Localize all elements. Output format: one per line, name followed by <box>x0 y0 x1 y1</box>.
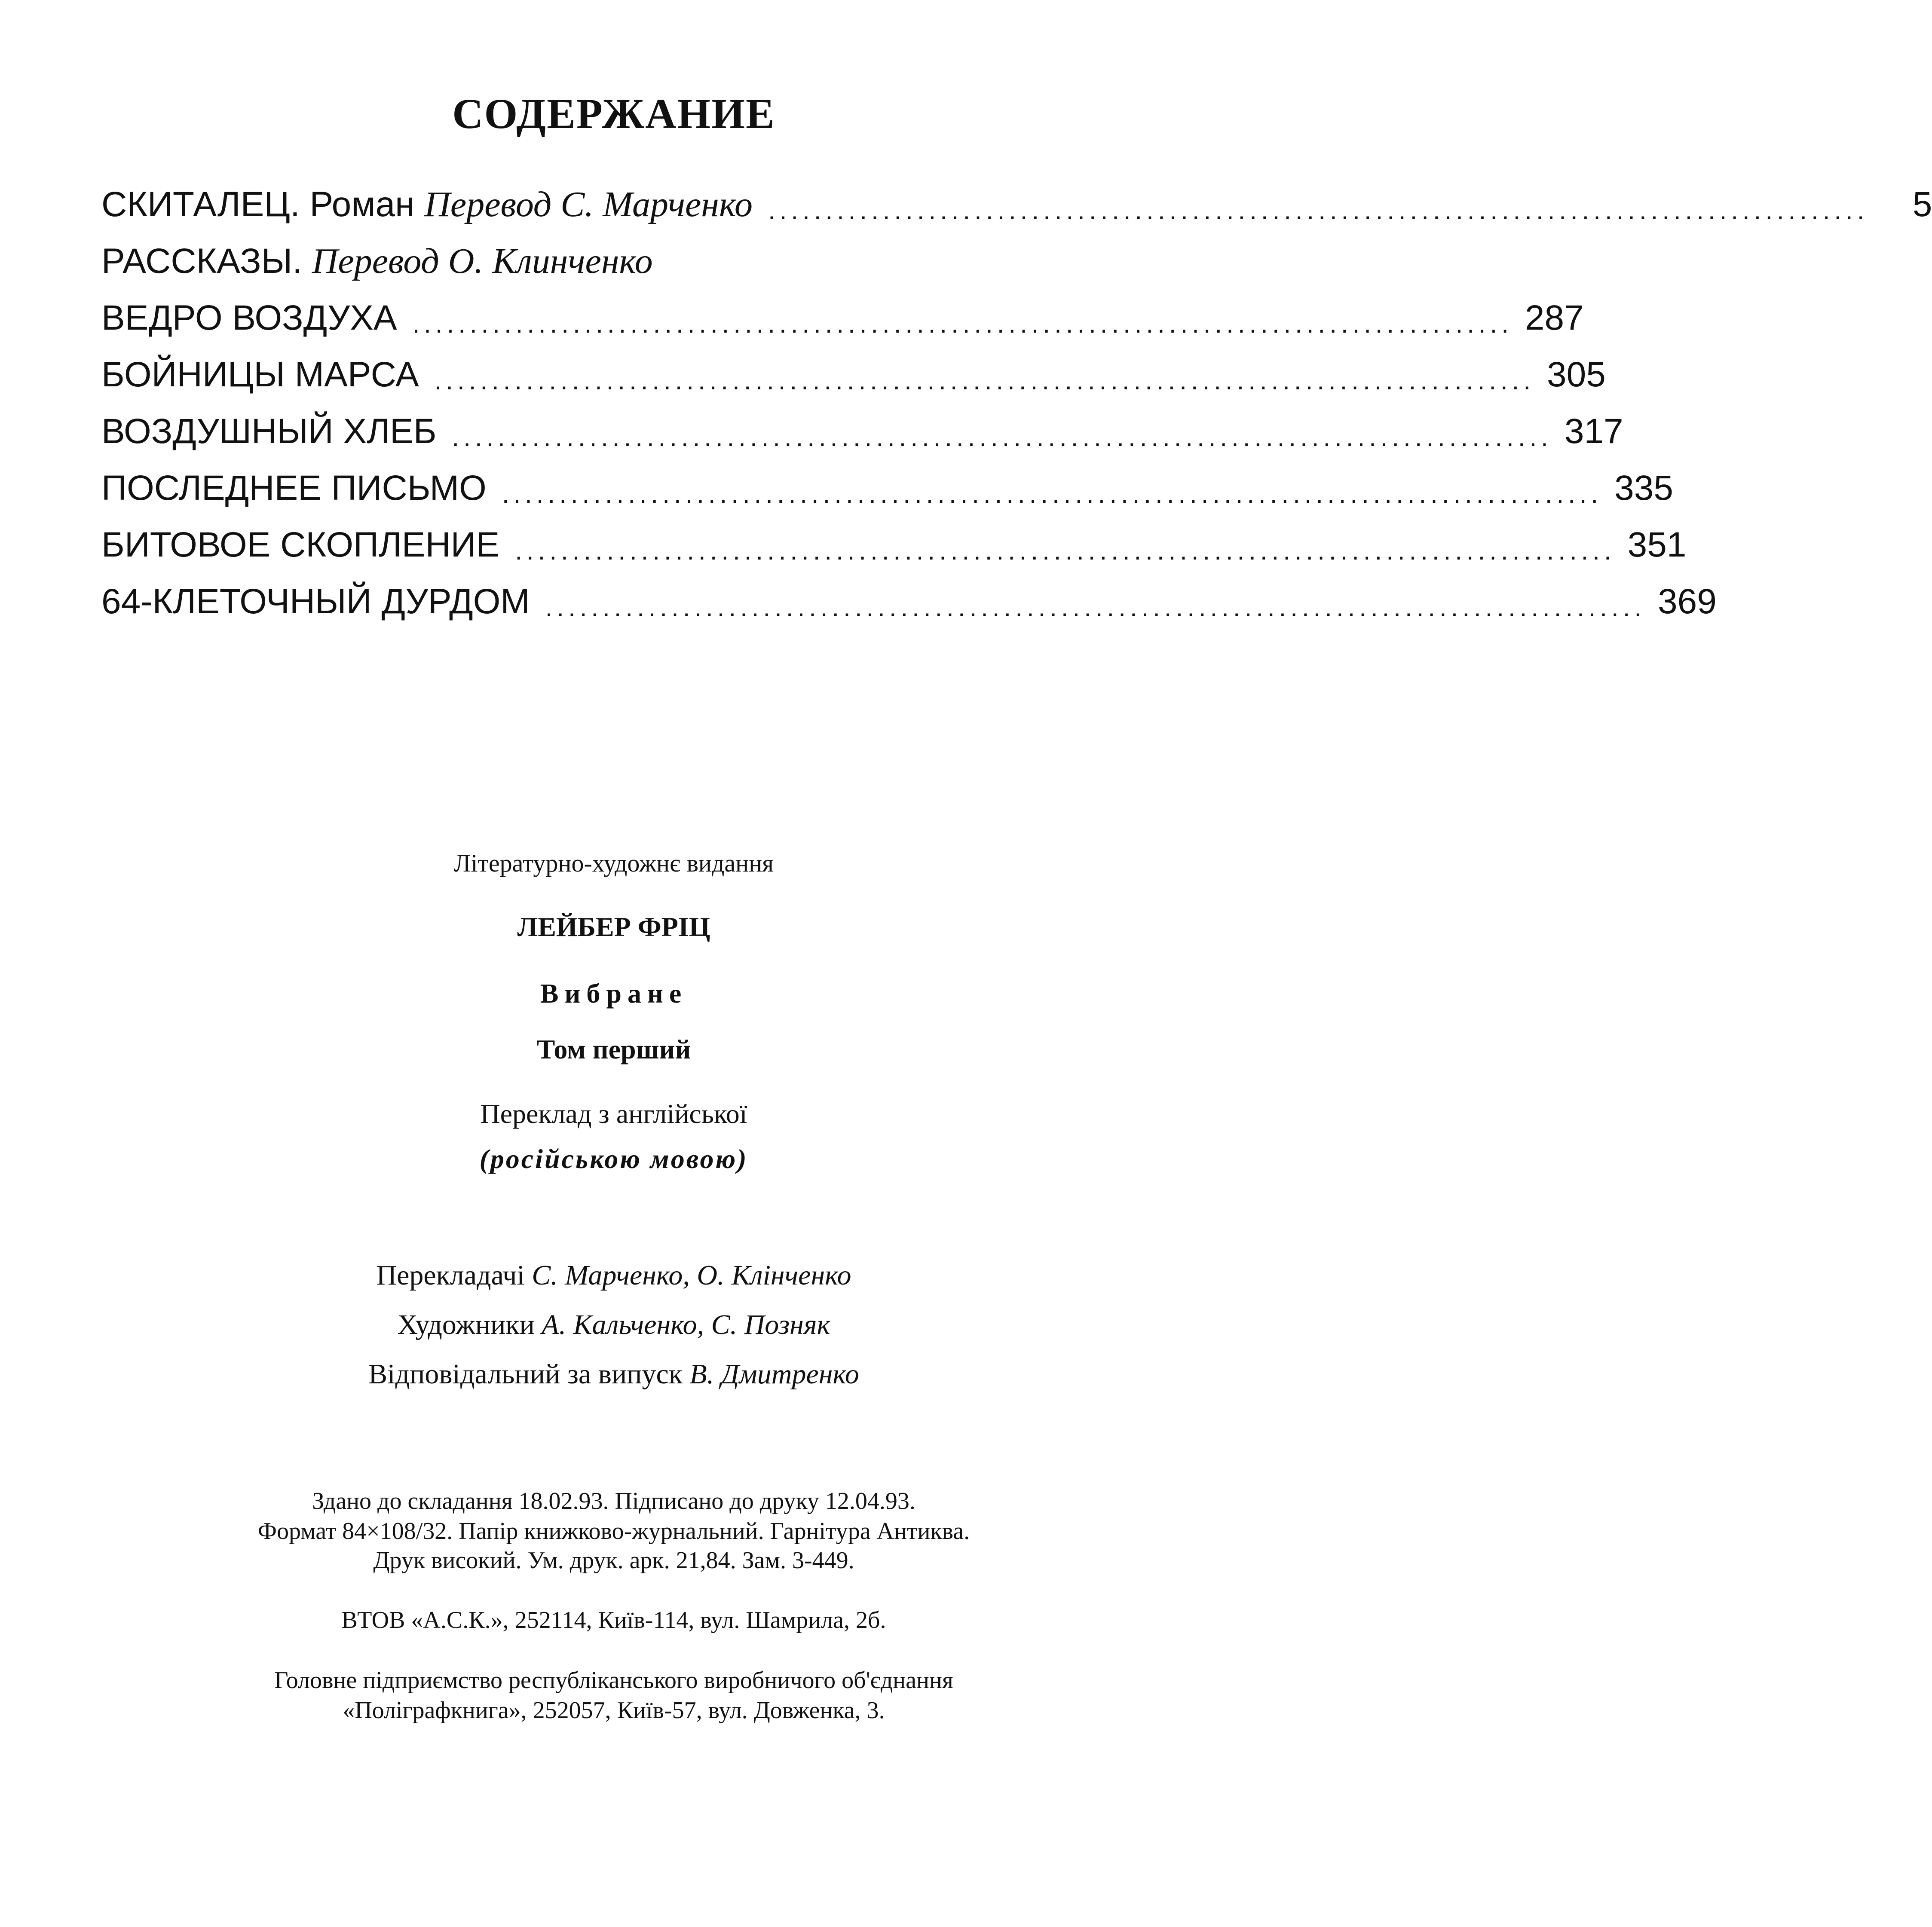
toc-entry-title: ВОЗДУШНЫЙ ХЛЕБ <box>101 412 437 451</box>
printer-info-line: Головне підприємство республіканського виробничого об'єднання <box>274 1667 953 1694</box>
toc-entry <box>101 460 1673 517</box>
toc-entry-title: БОЙНИЦЫ МАРСА <box>101 355 419 394</box>
publisher-address: ВТОВ «А.С.К.», 252114, Київ-114, вул. Шамрила, 2б. <box>341 1607 886 1633</box>
toc-page-number: 287 <box>1525 298 1584 337</box>
toc-entry <box>101 573 1717 630</box>
book-title: Вибране <box>540 978 688 1009</box>
toc-page-number: 317 <box>1564 412 1623 451</box>
toc-entry-title: БИТОВОЕ СКОПЛЕНИЕ <box>101 525 500 564</box>
credit-role: Перекладачі <box>376 1260 532 1291</box>
translation-language: (російською мовою) <box>479 1144 748 1174</box>
toc-entry-title: РАССКАЗЫ. Перевод О. Клинченко <box>101 241 653 281</box>
toc-leader-dots: ................................................................................................ <box>545 593 1646 622</box>
tech-info-line: Здано до складання 18.02.93. Підписано до друку 12.04.93. <box>312 1488 915 1514</box>
toc-entry <box>101 403 1623 460</box>
toc-leader-dots: ................................................................................................ <box>515 536 1616 565</box>
credit-names: В. Дмитренко <box>689 1358 859 1390</box>
table-of-contents <box>101 176 1932 630</box>
toc-page-number: 5 <box>1912 185 1932 224</box>
toc-entry <box>101 176 1932 233</box>
contents-heading: СОДЕРЖАНИЕ <box>452 90 775 138</box>
toc-leader-dots: ................................................................................................ <box>768 196 1869 225</box>
toc-page-number: 369 <box>1658 582 1717 621</box>
volume-label: Том перший <box>536 1034 691 1064</box>
toc-entry-title: ПОСЛЕДНЕЕ ПИСЬМО <box>101 468 487 508</box>
toc-page-number: 305 <box>1547 355 1606 394</box>
toc-entry <box>101 233 1124 290</box>
tech-info-line: Друк високий. Ум. друк. арк. 21,84. Зам. 3-449. <box>373 1547 854 1574</box>
translation-note: Переклад з англійської <box>480 1098 747 1129</box>
toc-leader-dots: ................................................................................................ <box>502 480 1603 508</box>
toc-entry-title: ВЕДРО ВОЗДУХА <box>101 298 397 337</box>
credit-names: А. Кальченко, С. Позняк <box>542 1309 830 1340</box>
toc-entry <box>101 517 1687 573</box>
toc-page-number: 335 <box>1614 468 1673 508</box>
artists-credit <box>0 1309 1228 1341</box>
printer-info-line: «Поліграфкнига», 252057, Київ-57, вул. Довженка, 3. <box>343 1697 885 1724</box>
responsible-credit <box>0 1358 1228 1391</box>
toc-entry <box>101 290 1584 346</box>
toc-leader-dots: ................................................................................................ <box>412 309 1513 338</box>
toc-page-number: 351 <box>1627 525 1687 564</box>
toc-entry-title: 64-КЛЕТОЧНЫЙ ДУРДОМ <box>101 582 530 621</box>
translators-credit <box>0 1259 1228 1292</box>
toc-leader-dots: ................................................................................................ <box>452 423 1552 452</box>
toc-entry-translator: Перевод О. Клинченко <box>312 241 653 281</box>
toc-entry-translator: Перевод С. Марченко <box>424 184 753 224</box>
author-name: ЛЕЙБЕР ФРІЦ <box>517 912 710 942</box>
credit-names: С. Марченко, О. Клінченко <box>532 1260 851 1291</box>
toc-entry-title: СКИТАЛЕЦ. Роман Перевод С. Марченко <box>101 184 753 224</box>
credit-role: Відповідальний за випуск <box>368 1358 690 1390</box>
toc-entry <box>101 346 1606 403</box>
tech-info-line: Формат 84×108/32. Папір книжково-журнальний. Гарнітура Антиква. <box>257 1518 970 1545</box>
toc-leader-dots: ................................................................................................ <box>434 366 1535 395</box>
credit-role: Художники <box>397 1309 542 1340</box>
edition-genre: Літературно-художнє видання <box>454 849 774 877</box>
